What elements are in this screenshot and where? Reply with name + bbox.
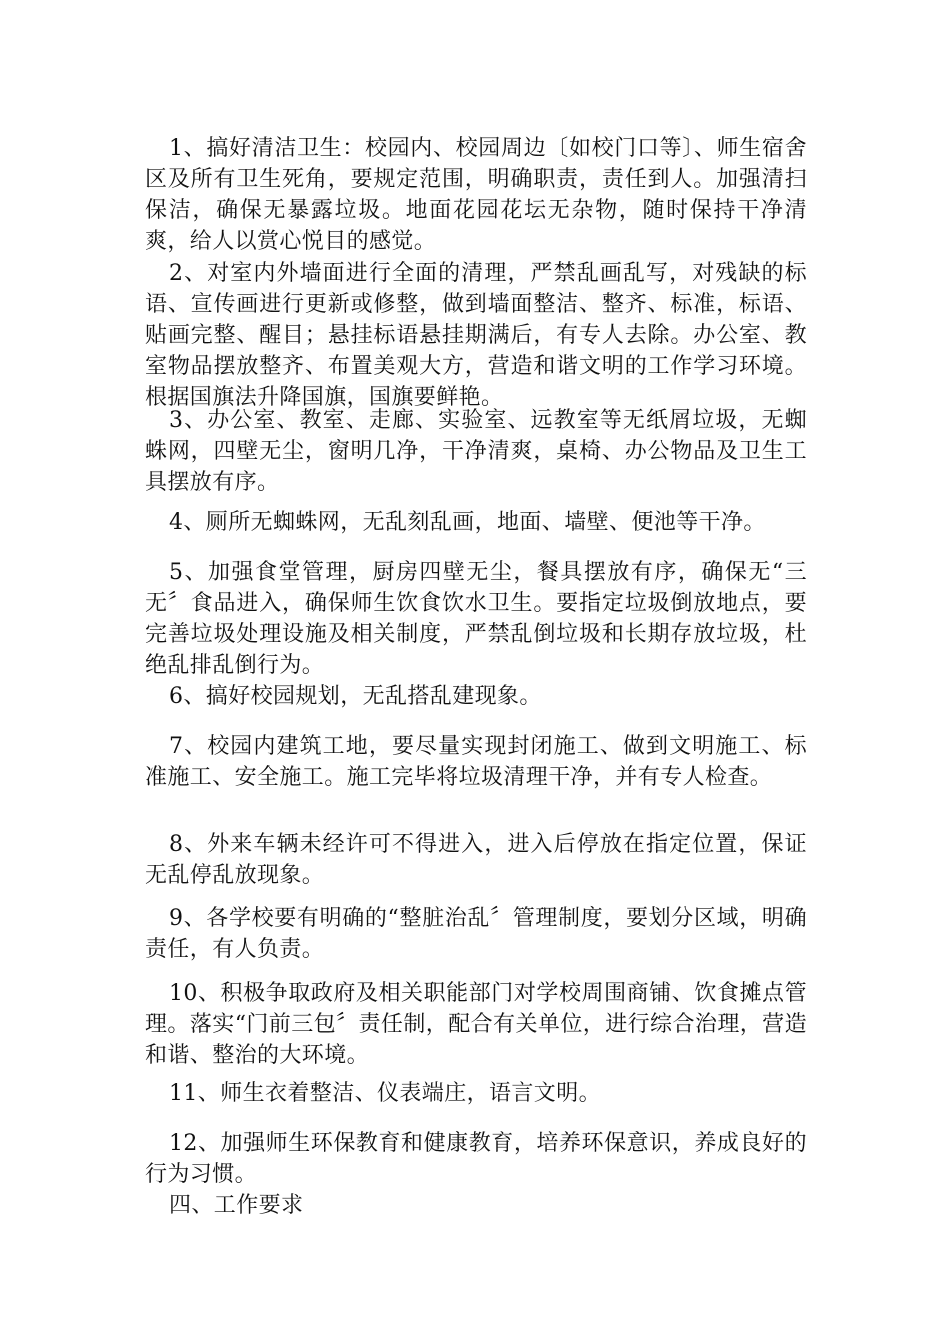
- item-11-paragraph: 11、师生衣着整洁、仪表端庄，语言文明。: [169, 1081, 601, 1106]
- item-2-paragraph: 2、对室内外墙面进行全面的清理，严禁乱画乱写，对残缺的标语、宣传画进行更新或修整，做到墙面整洁、整齐、标准，标语、贴画完整、醒目；悬挂标语悬挂期满后，有专人去除。办公室、教室物品摆放整齐、布置美观大方，营造和谐文明的工作学习环境。根据国旗法升降国旗，国旗要鲜艳。: [145, 261, 807, 410]
- item-9-paragraph: 9、各学校要有明确的“整脏治乱〞管理制度，要划分区域，明确责任，有人负责。: [145, 906, 807, 962]
- section-heading: 四、工作要求: [169, 1193, 304, 1218]
- item-5-paragraph: 5、加强食堂管理，厨房四壁无尘，餐具摆放有序，确保无“三无〞食品进入，确保师生饮食饮水卫生。要指定垃圾倒放地点，要完善垃圾处理设施及相关制度，严禁乱倒垃圾和长期存放垃圾，杜绝乱排乱倒行为。: [145, 560, 807, 678]
- item-7-paragraph: 7、校园内建筑工地，要尽量实现封闭施工、做到文明施工、标准施工、安全施工。施工完毕将垃圾清理干净，并有专人检查。: [145, 734, 807, 790]
- item-8-paragraph: 8、外来车辆未经许可不得进入，进入后停放在指定位置，保证无乱停乱放现象。: [145, 832, 807, 888]
- item-6-paragraph: 6、搞好校园规划，无乱搭乱建现象。: [169, 684, 542, 709]
- item-1-paragraph: 1、搞好清洁卫生：校园内、校园周边〔如校门口等〕、师生宿舍区及所有卫生死角，要规定范围，明确职责，责任到人。加强清扫保洁，确保无暴露垃圾。地面花园花坛无杂物，随时保持干净清爽，给人以赏心悦目的感觉。: [145, 136, 807, 254]
- item-4-paragraph: 4、厕所无蜘蛛网，无乱刻乱画，地面、墙壁、便池等干净。: [169, 510, 766, 535]
- item-10-paragraph: 10、积极争取政府及相关职能部门对学校周围商铺、饮食摊点管理。落实“门前三包〞责任制，配合有关单位，进行综合治理，营造和谐、整治的大环境。: [145, 981, 807, 1068]
- item-3-paragraph: 3、办公室、教室、走廊、实验室、远教室等无纸屑垃圾，无蜘蛛网，四壁无尘，窗明几净，干净清爽，桌椅、办公物品及卫生工具摆放有序。: [145, 408, 807, 495]
- item-12-paragraph: 12、加强师生环保教育和健康教育，培养环保意识，养成良好的行为习惯。: [145, 1131, 807, 1187]
